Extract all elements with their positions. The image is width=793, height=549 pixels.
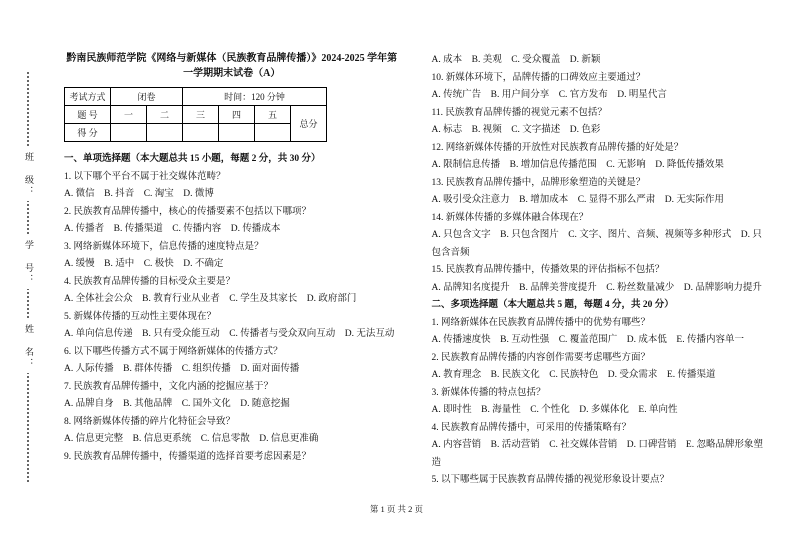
question-text: 6. 以下哪些传播方式不属于网络新媒体的传播方式？ — [64, 346, 283, 357]
question-options: A. 内容营销 B. 活动营销 C. 社交媒体营销 D. 口碑营销 E. 忽略品牌形象塑造 — [431, 440, 763, 468]
question-text: 2. 民族教育品牌传播中，核心的传播要素不包括以下哪项？ — [64, 206, 312, 217]
question-options: A. 品牌自身 B. 其他品牌 C. 国外文化 D. 随意挖掘 — [64, 399, 290, 409]
question-col-3: 三 — [183, 106, 219, 124]
exam-method-value: 闭卷 — [111, 88, 183, 106]
class-field-label: 班 级： — [19, 148, 36, 201]
question-options: A. 传播速度快 B. 互动性强 C. 覆盖范围广 D. 成本低 E. 传播内容单一 — [431, 335, 744, 345]
question-text: 5. 以下哪些属于民族教育品牌传播的视觉形象设计要点？ — [431, 475, 670, 485]
question-options: A. 传统广告 B. 用户间分享 C. 官方发布 D. 明星代言 — [431, 90, 667, 100]
question-options: A. 微信 B. 抖音 C. 淘宝 D. 微博 — [64, 189, 214, 199]
question-text: 10. 新媒体环境下，品牌传播的口碑效应主要通过？ — [431, 72, 646, 83]
question-options: A. 只包含文字 B. 只包含图片 C. 文字、图片、音频、视频等多种形式 D. 只包含音频 — [431, 230, 762, 258]
question-text: 4. 民族教育品牌传播的目标受众主要是？ — [64, 276, 236, 287]
question-options: A. 即时性 B. 海量性 C. 个性化 D. 多媒体化 E. 单向性 — [431, 405, 678, 415]
exam-title: 黔南民族师范学院《网络与新媒体（民族教育品牌传播）》2024-2025 学年第一学期期末试卷（A） — [66, 53, 398, 79]
score-cell-4 — [219, 124, 255, 142]
question-options: A. 吸引受众注意力 B. 增加成本 C. 显得不那么严肃 D. 无实际作用 — [431, 195, 724, 205]
section2-heading: 二、多项选择题（本大题总共 5 题，每题 4 分，共 20 分） — [431, 300, 674, 310]
question-options: A. 标志 B. 视频 C. 文字描述 D. 色彩 — [431, 125, 601, 135]
question-text: 15. 民族教育品牌传播中，传播效果的评估指标不包括？ — [431, 265, 665, 275]
exam-method-label: 考试方式 — [65, 88, 111, 106]
exam-info-table — [64, 87, 327, 142]
score-cell-3 — [183, 124, 219, 142]
question-col-4: 四 — [219, 106, 255, 124]
student-id-field-label: 学 号： — [19, 236, 36, 289]
question-text: 9. 民族教育品牌传播中，传播渠道的选择首要考虑因素是？ — [64, 451, 312, 462]
question-text: 1. 以下哪个平台不属于社交媒体范畴？ — [64, 171, 226, 182]
score-cell-5 — [255, 124, 291, 142]
question-options: A. 成本 B. 美观 C. 受众覆盖 D. 新颖 — [431, 55, 601, 65]
question-text: 5. 新媒体传播的互动性主要体现在？ — [64, 311, 217, 322]
question-options: A. 传播者 B. 传播渠道 C. 传播内容 D. 传播成本 — [64, 224, 281, 234]
question-text: 11. 民族教育品牌传播的视觉元素不包括？ — [431, 107, 607, 118]
left-column — [64, 52, 400, 490]
question-text: 12. 网络新媒体传播的开放性对民族教育品牌传播的好处是？ — [431, 142, 684, 153]
question-options: A. 单向信息传递 B. 只有受众能互动 C. 传播者与受众双向互动 D. 无法互动 — [64, 329, 395, 339]
question-number-label: 题 号 — [65, 106, 111, 124]
question-text: 7. 民族教育品牌传播中，文化内涵的挖掘应基于？ — [64, 381, 274, 392]
score-cell-2 — [147, 124, 183, 142]
question-options: A. 缓慢 B. 适中 C. 极快 D. 不确定 — [64, 259, 224, 269]
question-text: 8. 网络新媒体传播的碎片化特征会导致？ — [64, 416, 236, 427]
question-text: 14. 新媒体传播的多媒体融合体现在？ — [431, 212, 589, 223]
question-options: A. 人际传播 B. 群体传播 C. 组织传播 D. 面对面传播 — [64, 364, 300, 374]
question-options: A. 全体社会公众 B. 教育行业从业者 C. 学生及其家长 D. 政府部门 — [64, 294, 357, 304]
exam-body — [64, 52, 767, 490]
question-text: 3. 新媒体传播的特点包括？ — [431, 387, 546, 398]
question-options: A. 教育理念 B. 民族文化 C. 民族特色 D. 受众需求 E. 传播渠道 — [431, 370, 716, 380]
question-options: A. 限制信息传播 B. 增加信息传播范围 C. 无影响 D. 降低传播效果 — [431, 160, 724, 170]
question-col-5: 五 — [255, 106, 291, 124]
name-field-label: 姓 名： — [19, 320, 36, 373]
score-label: 得 分 — [65, 124, 111, 142]
score-cell-1 — [111, 124, 147, 142]
question-text: 1. 网络新媒体在民族教育品牌传播中的优势有哪些？ — [431, 317, 651, 328]
question-options: A. 品牌知名度提升 B. 品牌美誉度提升 C. 粉丝数量减少 D. 品牌影响力提升 — [431, 282, 762, 293]
question-col-1: 一 — [111, 106, 147, 124]
question-options: A. 信息更完整 B. 信息更系统 C. 信息零散 D. 信息更准确 — [64, 434, 319, 444]
exam-time-label: 时间：120 分钟 — [183, 88, 327, 106]
right-column — [432, 52, 768, 490]
question-text: 13. 民族教育品牌传播中，品牌形象塑造的关键是？ — [431, 177, 646, 188]
section1-heading: 一、单项选择题（本大题总共 15 小题，每题 2 分，共 30 分） — [64, 154, 321, 164]
question-text: 3. 网络新媒体环境下，信息传播的速度特点是？ — [64, 241, 264, 252]
question-text: 4. 民族教育品牌传播中，可采用的传播策略有？ — [431, 422, 632, 433]
question-text: 2. 民族教育品牌传播的内容创作需要考虑哪些方面？ — [431, 352, 651, 363]
page-footer: 第 1 页 共 2 页 — [369, 504, 424, 514]
question-col-2: 二 — [147, 106, 183, 124]
total-score-label: 总分 — [291, 106, 327, 142]
